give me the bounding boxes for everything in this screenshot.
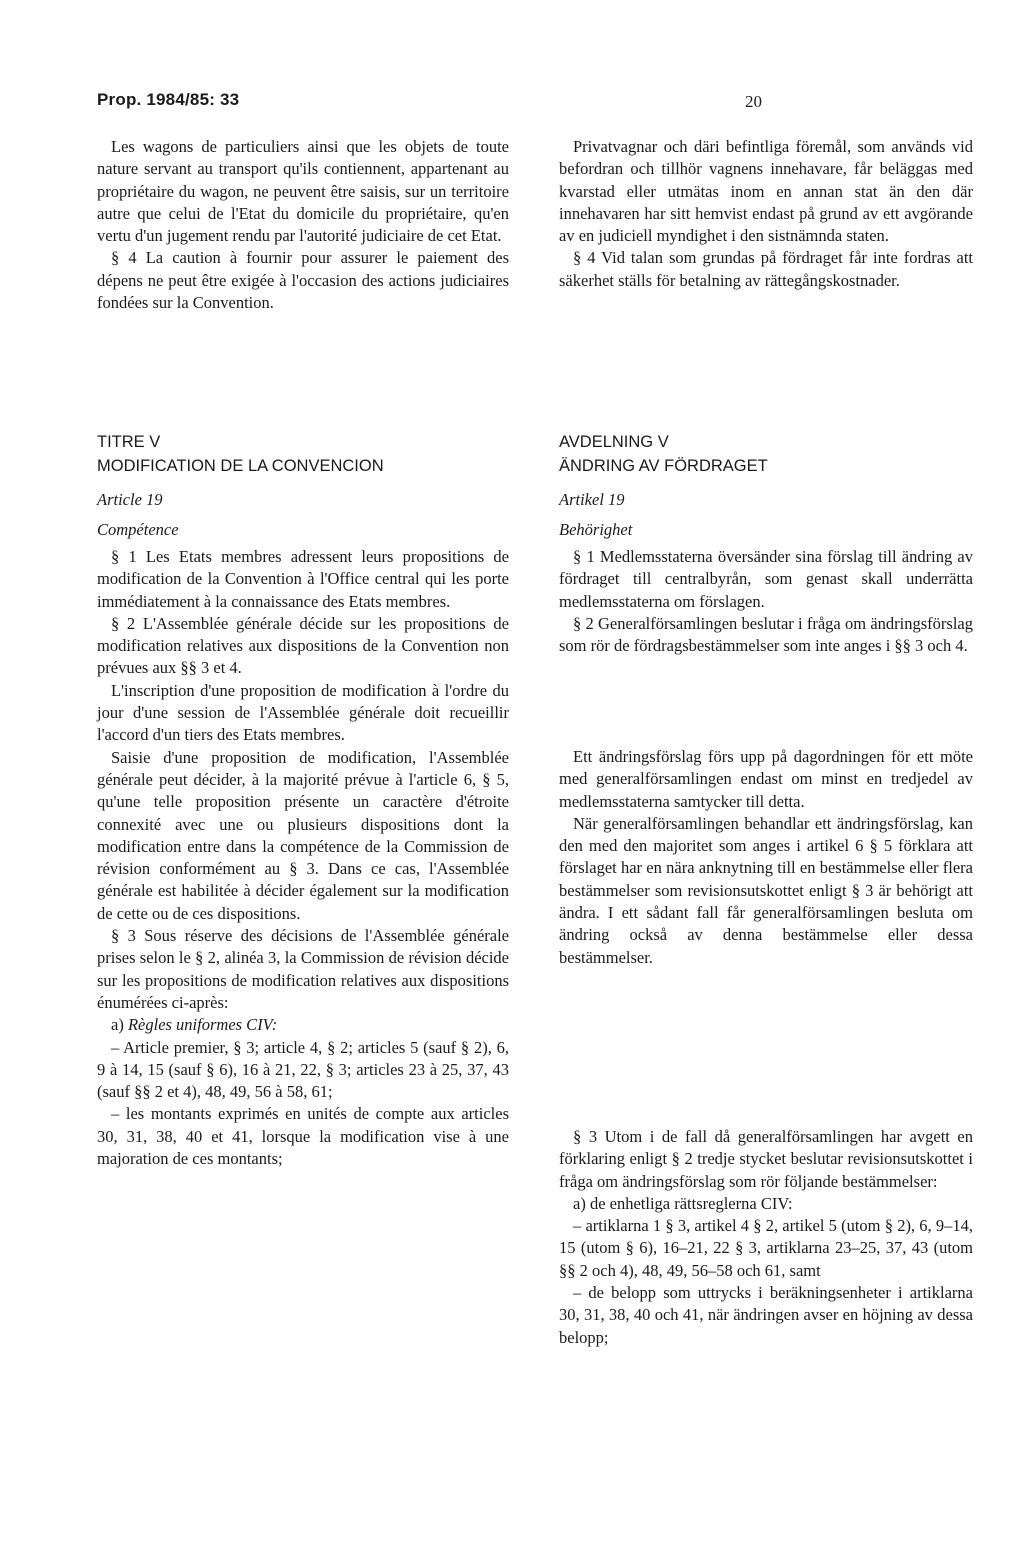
french-list-item: – les montants exprimés en unités de compte aux articles 30, 31, 38, 40 et 41, lorsque la modification vise à une majoration de ces montants; [97, 1104, 509, 1169]
swedish-paragraph: § 1 Medlemsstaterna översänder sina förslag till ändring av fördraget till centralbyrån, som genast skall underrätta medlemsstaterna om förslagen. [559, 547, 973, 611]
french-paragraph: Les wagons de particuliers ainsi que les objets de toute nature servant au transport qu'ils contiennent, appartenant au propriétaire du wagon, ne peuvent être saisis, sur un territoire autre que celui de l'Etat du domicile du propriétaire, qu'en vertu d'un jugement rendu par l'autorité judiciaire de cet Etat. [97, 137, 509, 246]
french-paragraph: L'inscription d'une proposition de modification à l'ordre du jour d'une session de l'Assemblée générale doit recueillir l'accord d'un tiers des Etats membres. [97, 680, 509, 745]
french-paragraph: § 4 La caution à fournir pour assurer le paiement des dépens ne peut être exigée à l'occasion des actions judiciaires fondées sur la Convention. [97, 248, 509, 313]
french-list [97, 1014, 509, 1170]
french-paragraph: Saisie d'une proposition de modification, l'Assemblée générale peut décider, à la majorité prévue à l'article 6, § 5, qu'une telle proposition présente un caractère d'étroite connexité avec une ou plusieurs dispositions dont la modification entre dans la compétence de la Commission de révision conformément au § 3. Dans ce cas, l'Assemblée générale est habilitée à décider également sur la modification de cette ou de ces dispositions. [97, 747, 509, 923]
french-title-section [97, 430, 509, 541]
french-article-label: Article 19 [97, 490, 163, 509]
swedish-list-item: – de belopp som uttrycks i beräkningsenheter i artiklarna 30, 31, 38, 40 och 41, när ändringen avser en höjning av dessa belopp; [559, 1283, 973, 1347]
swedish-list-item: – artiklarna 1 § 3, artikel 4 § 2, artikel 5 (utom § 2), 6, 9–14, 15 (utom § 6), 16–21, 22 § 3, artiklarna 23–25, 37, 43 (utom §§ 2 och 4), 48, 49, 56–58 och 61, samt [559, 1216, 973, 1280]
swedish-part-heading: ÄNDRING AV FÖRDRAGET [559, 457, 768, 475]
swedish-top-section [559, 136, 973, 292]
swedish-paragraph: När generalförsamlingen behandlar ett ändringsförslag, kan den med den majoritet som anges i artikel 6 § 5 förklara att förslaget har en nära anknytning till en bestämmelse eller flera bestämmelser som revisionsutskottet enligt § 3 är behörigt att ändra. I ett sådant fall får generalförsamlingen besluta om ändring också av denna bestämmelse eller dessa bestämmelser. [559, 813, 973, 967]
french-part-heading: MODIFICATION DE LA CONVENCION [97, 457, 384, 475]
swedish-body-section-3 [559, 1126, 973, 1349]
swedish-paragraph: Ett ändringsförslag förs upp på dagordningen för ett möte med generalförsamlingen endast om minst en tredjedel av medlemsstaterna samtycker till detta. [559, 747, 973, 811]
swedish-list-heading: a) de enhetliga rättsreglerna CIV: [573, 1193, 793, 1213]
swedish-body-section-2 [559, 746, 973, 969]
french-list-heading [97, 1014, 509, 1036]
french-list-item: – Article premier, § 3; article 4, § 2; articles 5 (sauf § 2), 6, 9 à 14, 15 (sauf § 6), 16 à 21, 22, § 3; articles 23 à 25, 37, 43 (sauf §§ 2 et 4), 48, 49, 56 à 58, 61; [97, 1037, 509, 1102]
french-paragraph: § 3 Sous réserve des décisions de l'Assemblée générale prises selon le § 2, alinéa 3, la Commission de révision décide sur les propositions de modification relatives aux dispositions énumérées ci-après: [97, 926, 509, 1012]
french-list-title: Règles uniformes CIV: [127, 1015, 278, 1035]
french-article-heading: Compétence [97, 520, 179, 539]
french-paragraph: § 2 L'Assemblée générale décide sur les propositions de modification relatives aux dispositions de la Convention non prévues aux §§ 3 et 4. [97, 613, 509, 678]
swedish-part-title: AVDELNING V [559, 433, 669, 451]
swedish-article-label: Artikel 19 [559, 490, 625, 509]
swedish-article-heading: Behörighet [559, 520, 633, 539]
french-part-title: TITRE V [97, 433, 161, 451]
swedish-paragraph: § 4 Vid talan som grundas på fördraget får inte fordras att säkerhet ställs för betalning av rättegångskostnader. [559, 248, 973, 290]
swedish-paragraph: § 2 Generalförsamlingen beslutar i fråga om ändringsförslag som rör de fördragsbestämmelser som inte anges i §§ 3 och 4. [559, 613, 973, 656]
document-reference: Prop. 1984/85: 33 [97, 90, 240, 109]
page-number: 20 [745, 92, 762, 111]
french-body-section [97, 546, 509, 1170]
swedish-paragraph: § 3 Utom i de fall då generalförsamlingen har avgett en förklaring enligt § 2 tredje stycket beslutar revisionsutskottet i fråga om ändringsförslag som rör följande bestämmelser: [559, 1127, 973, 1191]
french-top-section [97, 136, 509, 314]
swedish-list [559, 1193, 973, 1349]
french-paragraph: § 1 Les Etats membres adressent leurs propositions de modification de la Convention à l'Office central qui les porte immédiatement à la connaissance des Etats membres. [97, 547, 509, 611]
swedish-paragraph: Privatvagnar och däri befintliga föremål, som används vid befordran och tillhör vagnens innehavare, får beläggas med kvarstad eller utmätas inom en annan stat än den där innehavaren har sitt hemvist endast på grund av ett avgörande av en judiciell myndighet i den sistnämnda staten. [559, 137, 973, 246]
french-list-prefix: a) [111, 1015, 128, 1035]
swedish-body-section-1 [559, 546, 973, 657]
swedish-title-section [559, 430, 973, 541]
